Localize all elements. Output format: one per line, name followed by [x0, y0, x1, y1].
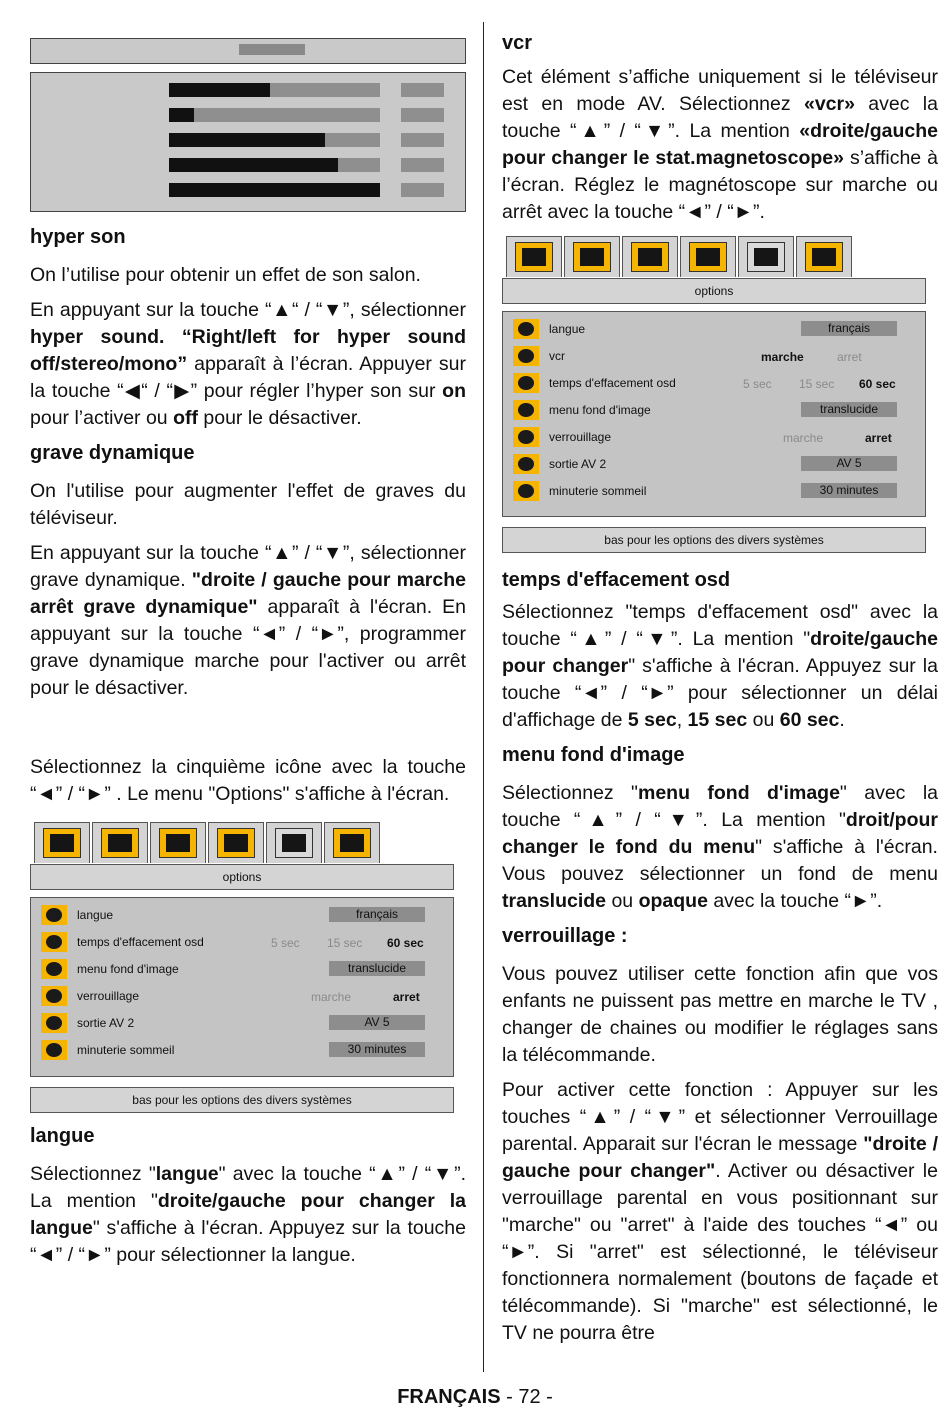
option-row-fond: menu fond d'image translucide	[503, 398, 925, 424]
install-menu-icon	[622, 236, 678, 277]
paragraph: On l'utilise pour augmenter l'effet de graves du téléviseur.	[30, 480, 466, 529]
paragraph: On l’utilise pour obtenir un effet de son salon.	[30, 264, 421, 286]
option-row-fond: menu fond d'image translucide	[31, 957, 453, 983]
sound-menu-panel	[30, 72, 466, 212]
paragraph: Sélectionnez la cinquième icône avec la touche “◄” / “►” . Le menu "Options" s'affiche à l'écran.	[30, 756, 466, 805]
left-column	[30, 24, 466, 1277]
option-row-av: sortie AV 2 AV 5	[503, 452, 925, 478]
picture-menu-icon	[34, 822, 90, 863]
heading-hyper-son: hyper son	[30, 226, 126, 248]
options-menu	[502, 236, 926, 553]
paragraph: Sélectionnez "menu fond d'image" avec la touche “▲” / “▼”. La mention "droit/pour changer le fond du menu" s'affiche à l'écran. Vous pouvez sélectionner un fond de menu translucide ou opaque avec la touche “►”.	[502, 782, 939, 912]
paragraph: Sélectionnez "langue" avec la touche “▲” / “▼”. La mention "droite/gauche pour changer la langue" s'affiche à l'écran. Appuyez sur la touche “◄” / “►” pour sélectionner la langue.	[30, 1163, 466, 1266]
source-menu-icon	[796, 236, 852, 277]
sound-bar	[169, 133, 444, 147]
option-row-langue: langue français	[31, 903, 453, 929]
option-row-sommeil: minuterie sommeil 30 minutes	[503, 479, 925, 505]
paragraph: Pour activer cette fonction : Appuyer sur les touches “▲” / “▼” et sélectionner Verrouillage parental. Apparait sur l'écran le message "droite / gauche pour changer". Activer ou désactiver le verrouillage parental en vous positionnant sur "marche" ou "arret" à l'aide des touches “◄” ou “►”. Si "arret" est sélectionné, le téléviseur fonctionnera normalement (boutons de façade et télécommande). Si "marche" est sélectionné, le TV ne pourra être	[502, 1079, 939, 1344]
paragraph: En appuyant sur la touche “▲” / “▼”, sélectionner grave dynamique. "droite / gauche pour marche arrêt grave dynamique" apparaît à l'écran. En appuyant sur la touche “◄” / “►”, programmer grave dynamique marche pour l'activer ou arrêt pour le désactiver.	[30, 542, 466, 699]
column-divider	[483, 22, 484, 1372]
heading-langue: langue	[30, 1125, 95, 1147]
option-row-vcr: vcr marche arret	[503, 344, 925, 370]
options-menu-title: options	[502, 278, 926, 304]
page-footer: FRANÇAIS - 72 -	[397, 1386, 553, 1408]
option-row-langue: langue français	[503, 317, 925, 343]
options-icon-tabs	[502, 236, 926, 278]
options-menu-icon	[738, 236, 794, 277]
source-menu-icon	[324, 822, 380, 863]
option-row-verrouillage: verrouillage marche arret	[31, 984, 453, 1010]
options-menu-title: options	[30, 864, 454, 890]
paragraph: En appuyant sur la touche “▲“ / “▼”, sélectionner hyper sound. “Right/left for hyper sound off/stereo/mono” apparaît à l’écran. Appuyer sur la touche “◀“ / “▶” pour régler l’hyper son sur on pour l’activer ou off pour le désactiver.	[30, 299, 466, 429]
heading-vcr: vcr	[502, 32, 533, 54]
sound-bar	[169, 83, 444, 97]
heading-grave: grave dynamique	[30, 442, 195, 464]
sound-bar	[169, 108, 444, 122]
option-row-osd: temps d'effacement osd 5 sec 15 sec 60 sec	[503, 371, 925, 397]
picture-menu-icon	[506, 236, 562, 277]
sound-menu-icon	[208, 822, 264, 863]
paragraph: Vous pouvez utiliser cette fonction afin que vos enfants ne puissent pas mettre en marche le TV , changer de chaines ou modifier le réglages sans la télécommande.	[502, 963, 938, 1066]
heading-fond: menu fond d'image	[502, 744, 685, 766]
tv-menu-icon	[92, 822, 148, 863]
sound-menu-tab	[239, 44, 305, 55]
heading-verrouillage: verrouillage :	[502, 925, 628, 947]
install-menu-icon	[150, 822, 206, 863]
options-menu-body	[502, 311, 926, 517]
paragraph: Sélectionnez "temps d'effacement osd" avec la touche “▲” / “▼”. La mention "droite/gauche pour changer" s'affiche à l'écran. Appuyez sur la touche “◄” / “►” pour sélectionner un délai d'affichage de 5 sec, 15 sec ou 60 sec.	[502, 601, 938, 731]
options-icon-tabs	[30, 822, 454, 864]
sound-menu-icon	[680, 236, 736, 277]
sound-menu-header	[30, 38, 466, 64]
tv-menu-icon	[564, 236, 620, 277]
option-row-av: sortie AV 2 AV 5	[31, 1011, 453, 1037]
option-row-sommeil: minuterie sommeil 30 minutes	[31, 1038, 453, 1064]
option-row-verrouillage: verrouillage marche arret	[503, 425, 925, 451]
options-menu	[30, 822, 454, 1113]
options-menu-footer: bas pour les options des divers systèmes	[30, 1087, 454, 1113]
right-column	[502, 24, 938, 1355]
option-row-osd: temps d'effacement osd 5 sec 15 sec 60 sec	[31, 930, 453, 956]
paragraph: Cet élément s’affiche uniquement si le téléviseur est en mode AV. Sélectionnez «vcr» avec la touche “▲” / “▼”. La mention «droite/gauche pour changer le stat.magnetoscope» s’affiche à l’écran. Réglez le magnétoscope sur marche ou arrêt avec la touche “◄” / “►”.	[502, 66, 938, 223]
sound-bar	[169, 183, 444, 197]
heading-osd: temps d'effacement osd	[502, 569, 731, 591]
sound-bar	[169, 158, 444, 172]
options-menu-body	[30, 897, 454, 1077]
options-menu-footer: bas pour les options des divers systèmes	[502, 527, 926, 553]
options-menu-icon	[266, 822, 322, 863]
